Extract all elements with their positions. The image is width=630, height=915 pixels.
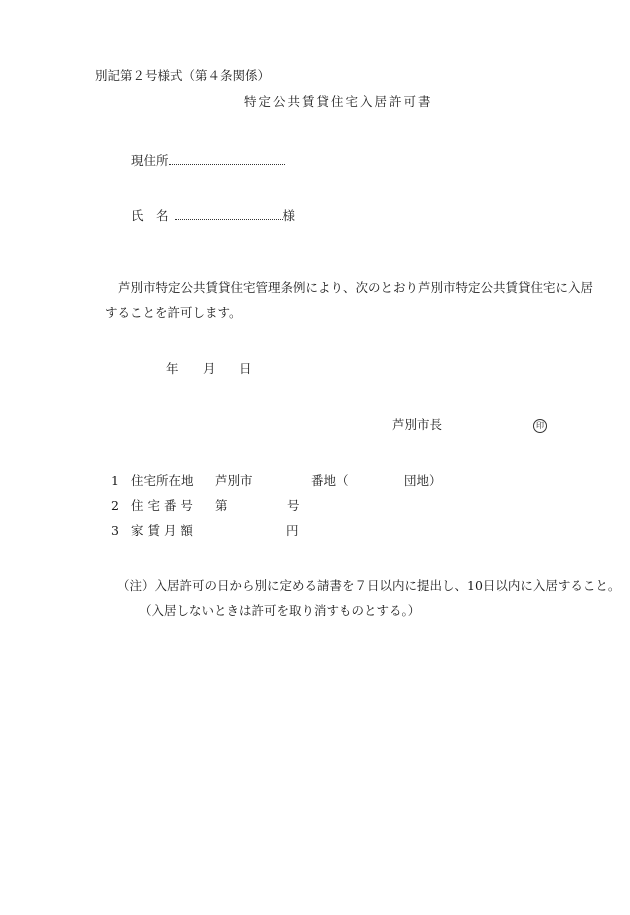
- date-month: 月: [203, 361, 216, 376]
- address-row: [131, 152, 285, 168]
- name-blank: [175, 207, 283, 220]
- item-1-label: 住宅所在地: [131, 473, 194, 488]
- item-2-number: 2: [111, 498, 119, 513]
- item-2-suffix: 号: [287, 498, 300, 513]
- item-3-yen: 円: [286, 523, 299, 538]
- date-year: 年: [166, 361, 179, 376]
- seal-icon: 印: [533, 419, 547, 433]
- document-title: 特定公共賃貸住宅入居許可書: [244, 94, 433, 109]
- item-3-label: 家 賃 月 額: [131, 523, 193, 538]
- item-3-number: 3: [111, 523, 119, 538]
- item-1-city: 芦別市: [215, 473, 253, 488]
- issuer-title: 芦別市長: [392, 417, 443, 432]
- name-row: [131, 207, 295, 223]
- permission-text-line2: することを許可します。: [105, 305, 242, 320]
- item-1-number: 1: [111, 473, 119, 488]
- seal-mark: [533, 418, 547, 433]
- address-label: 現住所: [131, 153, 169, 168]
- item-2-label: 住 宅 番 号: [131, 498, 193, 513]
- item-1-banchi: 番地（: [311, 473, 349, 488]
- name-label: 氏 名: [131, 208, 169, 223]
- date-day: 日: [239, 361, 252, 376]
- note-line1: （注）入居許可の日から別に定める請書を７日以内に提出し、10日以内に入居すること。: [117, 578, 621, 593]
- item-2-prefix: 第: [215, 498, 228, 513]
- item-1-danchi: 団地）: [404, 473, 442, 488]
- honorific: 様: [282, 208, 296, 223]
- address-blank: [169, 152, 285, 165]
- permission-text-line1: 芦別市特定公共賃貸住宅管理条例により、次のとおり芦別市特定公共賃貸住宅に入居: [118, 280, 594, 295]
- note-line2: （入居しないときは許可を取り消すものとする。）: [139, 603, 421, 618]
- form-reference: 別記第２号様式（第４条関係）: [95, 68, 271, 83]
